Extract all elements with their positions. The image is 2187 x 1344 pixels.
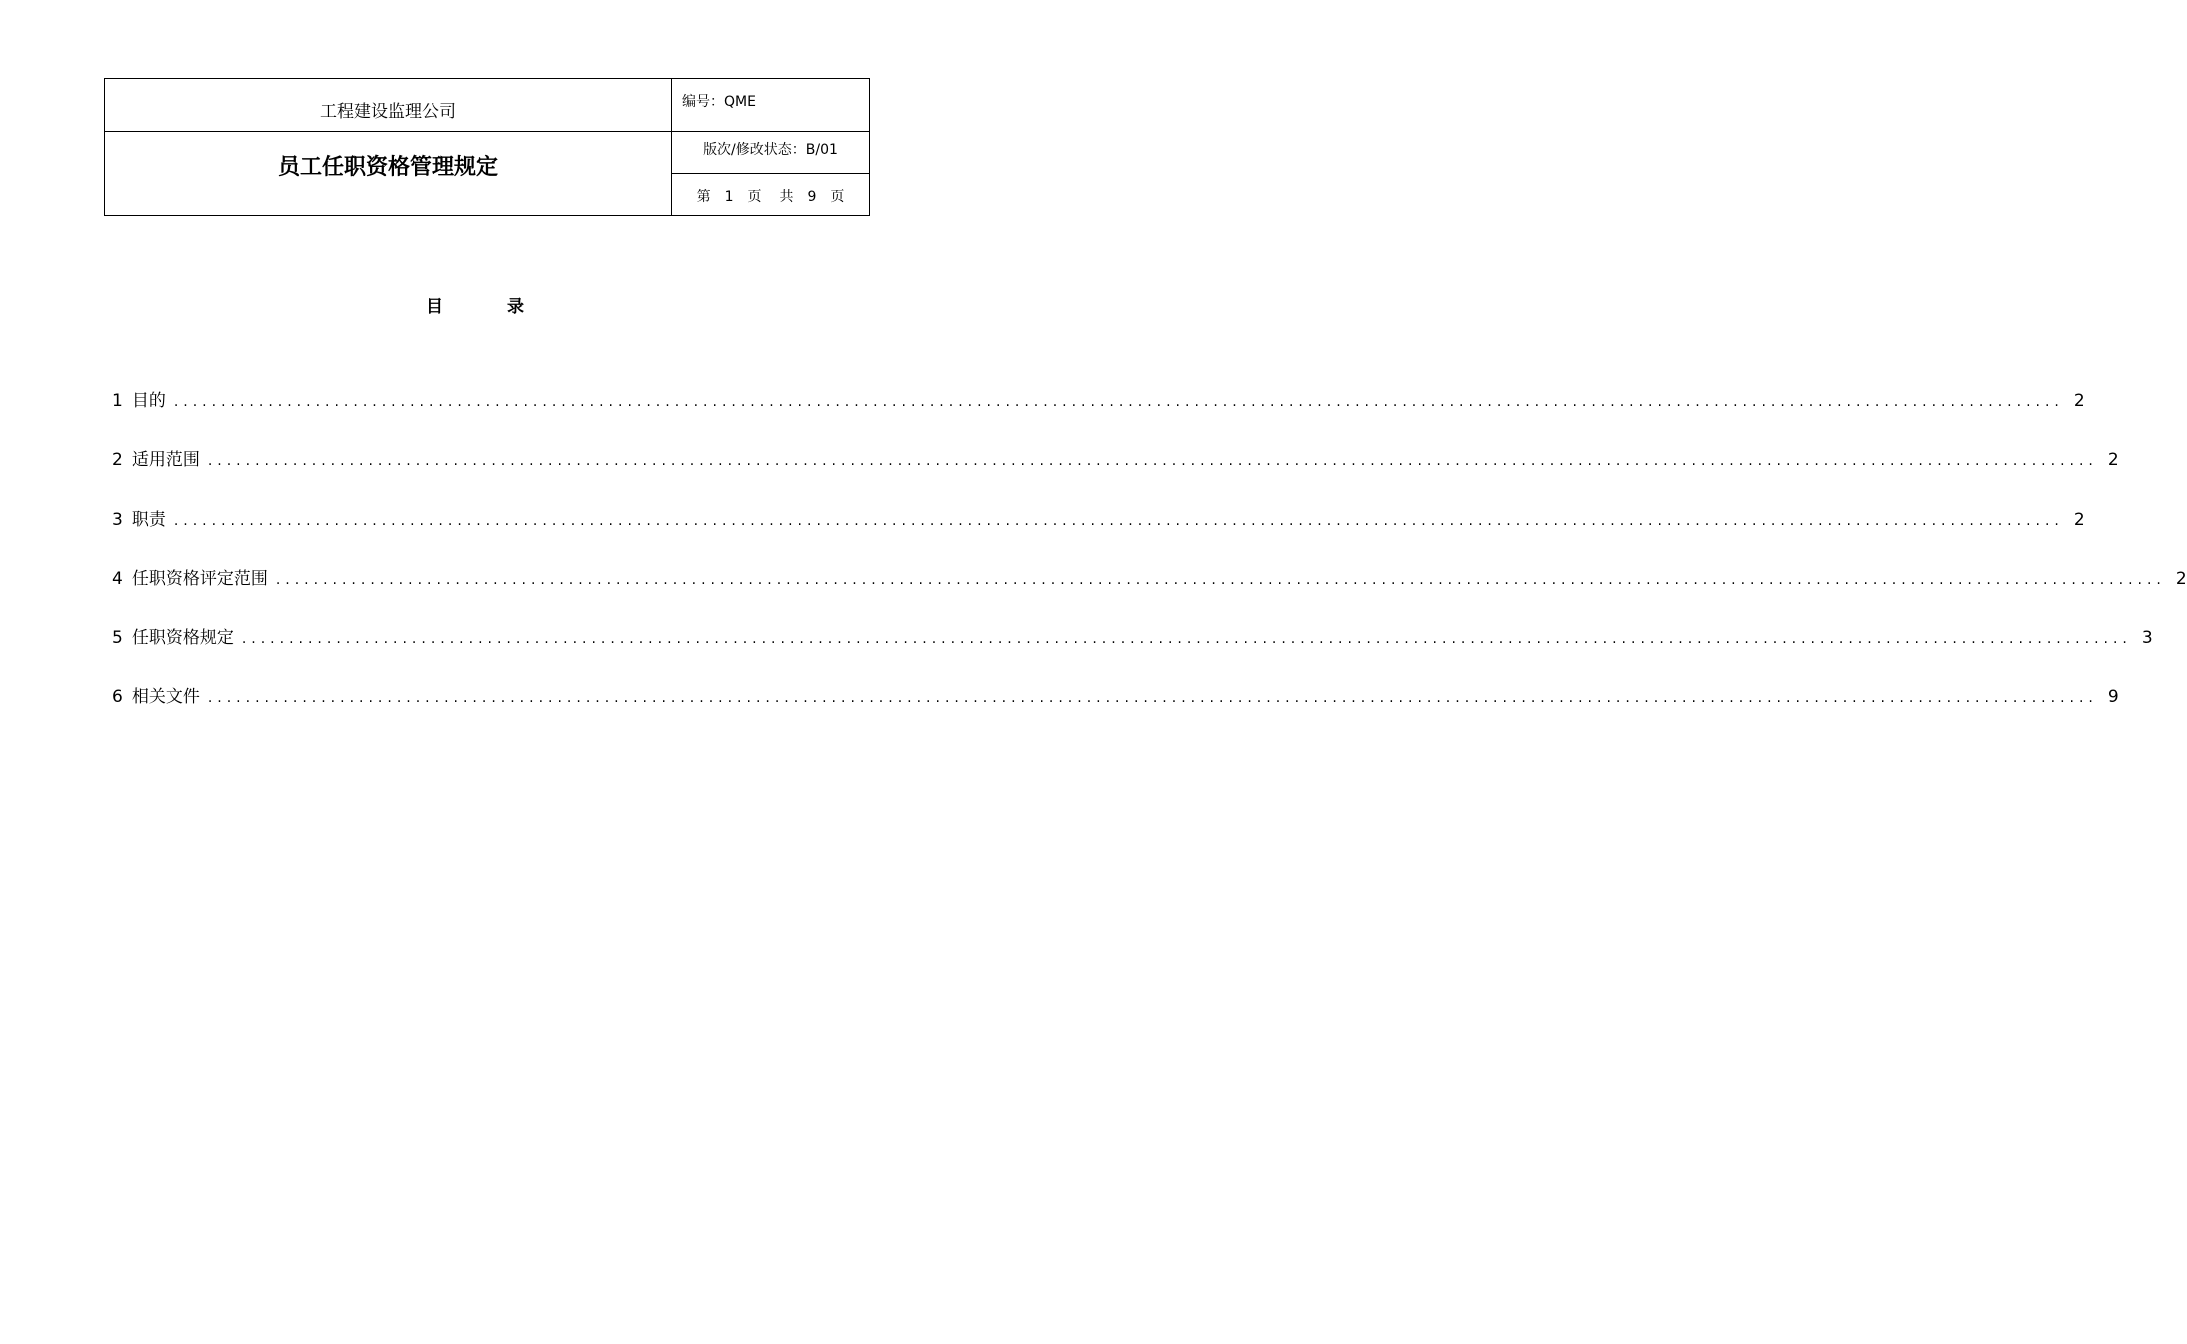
- toc-item-label: 目的: [131, 391, 166, 411]
- toc-leader-dots: ........................................................................................................................................................................................................: [207, 453, 2098, 470]
- toc-item-number: 3: [112, 509, 123, 530]
- toc-item-page: 3: [2141, 628, 2153, 649]
- toc-item-page: 2: [2073, 391, 2085, 411]
- toc-item-number: 6: [112, 687, 123, 708]
- company-name: 工程建设监理公司: [105, 79, 672, 132]
- page-total-prefix: 共: [779, 188, 794, 205]
- toc-item[interactable]: [112, 445, 2119, 504]
- document-code: 编号：QME: [672, 79, 870, 132]
- toc-leader-dots: ........................................................................................................................................................................................................: [207, 690, 2098, 707]
- toc-item-page: 2: [2107, 450, 2119, 471]
- document-header-table: [104, 78, 870, 216]
- toc-item-page: 9: [2107, 687, 2119, 708]
- toc-item-label: 任职资格规定: [131, 628, 234, 649]
- toc-heading-left: 目: [426, 297, 443, 317]
- toc-leader-dots: ........................................................................................................................................................................................................: [275, 571, 2166, 588]
- toc-item[interactable]: [112, 505, 2085, 564]
- toc-item[interactable]: [112, 386, 2085, 445]
- table-of-contents: [112, 386, 2187, 742]
- toc-item-label: 适用范围: [131, 450, 200, 471]
- toc-leader-dots: ........................................................................................................................................................................................................: [241, 631, 2132, 648]
- toc-item-label: 任职资格评定范围: [131, 568, 268, 589]
- toc-item[interactable]: [112, 682, 2119, 741]
- toc-item[interactable]: [112, 623, 2153, 682]
- toc-item-label: 职责: [131, 509, 166, 530]
- page-prefix: 第: [696, 188, 711, 205]
- toc-item-number: 2: [112, 450, 123, 471]
- toc-item-number: 1: [112, 391, 123, 411]
- toc-heading: [0, 292, 950, 317]
- toc-item-label: 相关文件: [131, 687, 200, 708]
- version-status: 版次/修改状态：B/01: [672, 132, 870, 174]
- toc-leader-dots: ........................................................................................................................................................................................................: [173, 394, 2064, 410]
- page-current: 1: [724, 188, 734, 205]
- toc-leader-dots: ........................................................................................................................................................................................................: [173, 512, 2064, 529]
- toc-item-number: 4: [112, 568, 123, 589]
- page-suffix: 页: [830, 188, 845, 205]
- toc-item[interactable]: [112, 564, 2187, 623]
- page-total: 9: [807, 188, 817, 205]
- toc-item-number: 5: [112, 628, 123, 649]
- document-title: 员工任职资格管理规定: [105, 132, 672, 216]
- page-middle: 页: [747, 188, 762, 205]
- page-indicator: [672, 174, 870, 216]
- toc-item-page: 2: [2073, 509, 2085, 530]
- toc-item-page: 2: [2175, 568, 2187, 589]
- toc-heading-right: 录: [507, 297, 524, 317]
